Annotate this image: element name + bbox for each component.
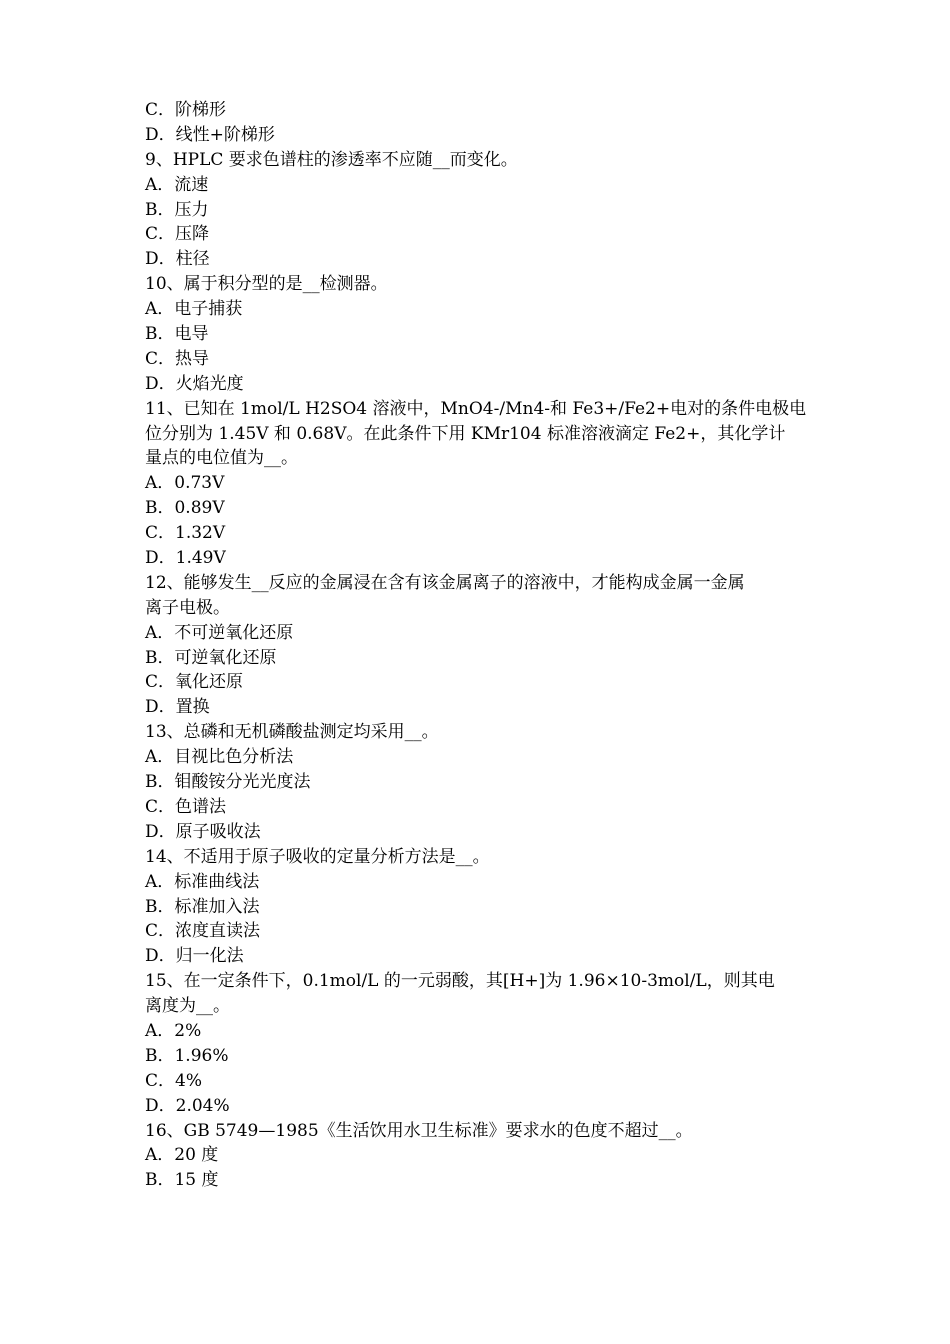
answer-option: B．0.89V xyxy=(145,498,225,519)
answer-option: A．电子捕获 xyxy=(145,299,243,320)
answer-option: A．20 度 xyxy=(145,1145,219,1166)
answer-option: B．标准加入法 xyxy=(145,896,260,917)
answer-option: B．1.96% xyxy=(145,1045,229,1066)
question-text-line: 15、在一定条件下，0.1mol/L 的一元弱酸，其[H+]为 1.96×10-3mol/L，则其电 xyxy=(145,971,775,992)
question-text-line: 离子电极。 xyxy=(145,597,230,618)
answer-option: C．色谱法 xyxy=(145,796,227,817)
answer-option: B．电导 xyxy=(145,324,209,345)
answer-option: A．流速 xyxy=(145,174,209,195)
answer-option: D．归一化法 xyxy=(145,946,244,967)
answer-option: C．热导 xyxy=(145,348,210,369)
answer-option: D．原子吸收法 xyxy=(145,821,261,842)
question-text-line: 位分别为 1.45V 和 0.68V。在此条件下用 KMr104 标准溶液滴定 Fe2+，其化学计 xyxy=(145,423,786,444)
question-text-line: 14、不适用于原子吸收的定量分析方法是__。 xyxy=(145,846,490,867)
answer-option: D．线性+阶梯形 xyxy=(145,124,275,145)
answer-option: C．阶梯形 xyxy=(145,100,227,120)
answer-option: B．压力 xyxy=(145,199,209,220)
answer-option: D．2.04% xyxy=(145,1095,230,1116)
answer-option: C．1.32V xyxy=(145,523,226,544)
answer-option: A．2% xyxy=(145,1020,202,1041)
document-body xyxy=(145,98,809,1193)
answer-option: D．火焰光度 xyxy=(145,373,244,394)
answer-option: B．钼酸铵分光光度法 xyxy=(145,772,311,793)
answer-option: D．1.49V xyxy=(145,548,226,569)
answer-option: A．标准曲线法 xyxy=(145,871,260,892)
question-text-line: 离度为__。 xyxy=(145,996,230,1017)
answer-option: C．4% xyxy=(145,1070,202,1091)
answer-option: C．浓度直读法 xyxy=(145,921,261,942)
answer-option: A．目视比色分析法 xyxy=(145,747,294,768)
answer-option: D．柱径 xyxy=(145,249,210,270)
question-text-line: 12、能够发生__反应的金属浸在含有该金属离子的溶液中，才能构成金属一金属 xyxy=(145,572,745,593)
answer-option: A．0.73V xyxy=(145,473,225,494)
question-text-line: 16、GB 5749—1985《生活饮用水卫生标准》要求水的色度不超过__。 xyxy=(145,1120,693,1141)
question-text-line: 量点的电位值为__。 xyxy=(145,448,298,469)
question-text-line: 13、总磷和无机磷酸盐测定均采用__。 xyxy=(145,722,439,743)
answer-option: B．可逆氧化还原 xyxy=(145,647,277,668)
answer-option: C．氧化还原 xyxy=(145,672,244,693)
answer-option: B．15 度 xyxy=(145,1170,219,1191)
question-text-line: 9、HPLC 要求色谱柱的渗透率不应随__而变化。 xyxy=(145,149,518,170)
question-text-line: 10、属于积分型的是__检测器。 xyxy=(145,274,388,295)
answer-option: D．置换 xyxy=(145,697,210,718)
answer-option: C．压降 xyxy=(145,224,210,245)
question-text-line: 11、已知在 1mol/L H2SO4 溶液中，MnO4-/Mn4-和 Fe3+/Fe2+电对的条件电极电 xyxy=(145,398,807,419)
answer-option: A．不可逆氧化还原 xyxy=(145,622,294,643)
